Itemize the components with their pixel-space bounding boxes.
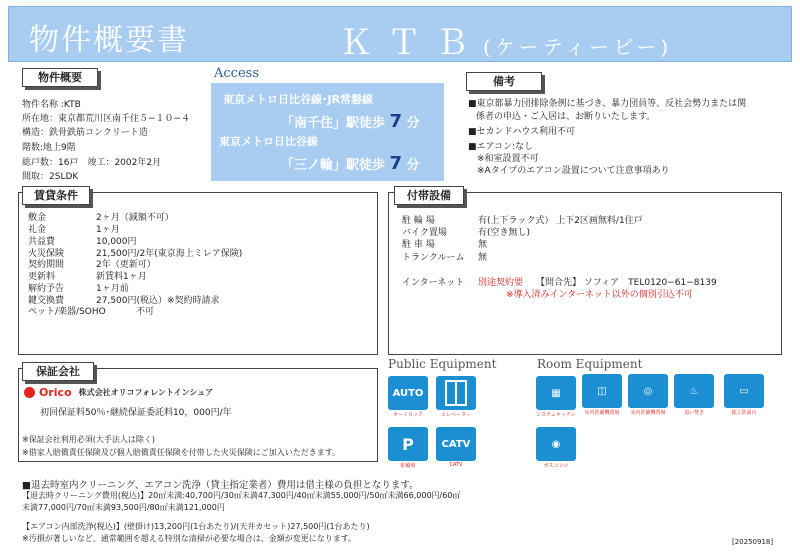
rental-key: 敷金 (28, 213, 47, 223)
catv-icon: CATV (436, 427, 476, 461)
reheat-bath-tile (674, 374, 714, 418)
rental-value: 27,500円(税込）※契約時請求 (96, 296, 220, 306)
remarks-line: ■エアコン:なし (468, 142, 534, 152)
footer-line: ■退去時室内クリーニング、エアコン洗浄（貸主指定業者）費用は借主様の負担となります。 (22, 480, 419, 491)
facility-key: 駐 車 場 (402, 240, 435, 250)
rental-key: 火災保険 (28, 249, 65, 259)
bathtub-icon: ♨ (674, 374, 714, 408)
rental-value: 新賃料1ヶ月 (96, 272, 147, 282)
walk-unit: 分 (406, 158, 420, 173)
overview-title: 物件概要 (22, 68, 98, 87)
access-station-2 (281, 153, 420, 174)
footer-line: 【退去時クリーニング費用(税込)】20㎡未満:40,700円/30㎡未満47,300円/40㎡未満55,000円/50㎡未満66,000円/60㎡ (22, 491, 461, 500)
washing-machine-icon: ◎ (628, 374, 668, 408)
overview-line: 間取：2SLDK (22, 172, 79, 182)
remarks-line: 係者の申込・ご入居は、お断りいたします。 (476, 112, 656, 122)
building-name-kana: (ケーティービー) (483, 35, 673, 59)
internet-note: ※導入済みインターネット以外の個別引込不可 (506, 290, 693, 300)
vanity-tile (724, 374, 764, 418)
gas-stove-caption: ガスコンロ (543, 463, 569, 469)
station-name: 「南千住」駅徒歩 (281, 116, 386, 131)
indoor-washer-caption: 室内洗濯機置場 (630, 410, 666, 416)
rental-value: 不可 (136, 307, 155, 317)
guarantee-title: 保証会社 (22, 362, 94, 381)
overview-line: 総戸数：16戸 竣工：2002年2月 (22, 158, 162, 168)
rental-value: 1ヶ月 (96, 225, 120, 235)
header-banner (8, 6, 792, 62)
footer-line: ※汚損が著しいなど、通常範囲を超える特別な清掃が必要な場合は、金額が変更になります。 (22, 534, 357, 543)
rental-title: 賃貸条件 (22, 186, 90, 205)
system-kitchen-tile (536, 376, 576, 420)
internet-contact: 【問合先】 ソフィア TEL0120−61−8139 (536, 278, 717, 288)
autolock-icon: AUTO (388, 376, 428, 410)
rental-key: ペット/楽器/SOHO (28, 307, 106, 317)
washer-space-tile (582, 374, 622, 418)
guarantee-note: ※保証会社利用必須(大手法人は除く) (22, 435, 155, 444)
building-name (339, 15, 672, 64)
washer-space-caption: 室内洗濯機置場 (584, 410, 620, 416)
rental-key: 契約期間 (28, 260, 65, 270)
walk-unit: 分 (406, 116, 420, 131)
rental-value: 21,500円/2年(東京海上ミレア保険) (96, 249, 243, 259)
document-id: [20250918] (732, 538, 774, 546)
facility-key: バイク置場 (402, 228, 447, 238)
facility-value: 有(空き無し) (478, 228, 531, 238)
footer-line: 未満77,000円/70㎡未満93,500円/80㎡未満121,000円 (22, 503, 225, 512)
facility-value: 無 (478, 240, 488, 250)
walk-minutes: 7 (389, 111, 403, 132)
access-label: Access (214, 66, 259, 81)
internet-value: 別途契約要 (478, 278, 524, 288)
facility-key: 駐 輪 場 (402, 216, 435, 226)
internet-label: インターネット (402, 278, 465, 288)
washer-icon: ◫ (582, 374, 622, 408)
indoor-washer-tile (628, 374, 668, 418)
remarks-line: ■東京都暴力団排除条例に基づき、暴力団員等、反社会勢力または関 (468, 99, 747, 109)
rental-value: 10,000円 (96, 237, 137, 247)
elevator-icon (436, 376, 476, 410)
bicycle-parking-icon: P (388, 427, 428, 461)
overview-line: 物件名称 :KTB (22, 100, 81, 110)
system-kitchen-caption: システムキッチン (536, 412, 576, 418)
facility-value: 無 (478, 253, 488, 263)
remarks-line: ※Aタイプのエアコン設置について注意事項あり (468, 166, 670, 176)
vanity-caption: 独立洗面台 (731, 410, 757, 416)
remarks-line: ※和室設置不可 (468, 154, 539, 164)
walk-minutes: 7 (389, 153, 403, 174)
document-title: 物件概要書 (29, 23, 189, 58)
elevator-caption: エレベーター (440, 412, 471, 418)
bicycle-parking-tile (388, 427, 428, 471)
rental-key: 共益費 (28, 237, 56, 247)
rental-key: 鍵交換費 (28, 296, 65, 306)
gas-stove-tile (536, 427, 576, 471)
overview-line: 所在地：東京都荒川区南千住５−１０−４ (22, 114, 191, 124)
rental-value: 2年（更新可） (96, 260, 156, 270)
room-equipment-label: Room Equipment (537, 357, 643, 371)
vanity-icon: ▭ (724, 374, 764, 408)
elevator-tile (436, 376, 476, 420)
overview-line: 構造：鉄骨鉄筋コンクリート造 (22, 128, 148, 138)
rental-key: 更新料 (28, 272, 56, 282)
public-equipment-label: Public Equipment (388, 357, 497, 371)
rental-box (18, 192, 378, 355)
access-rail-2: 東京メトロ日比谷線 (219, 135, 318, 148)
station-name: 「三ノ輪」駅徒歩 (281, 158, 386, 173)
autolock-tile (388, 376, 428, 420)
orico-corp-name: 株式会社オリコフォレントインシュア (78, 388, 214, 397)
rental-key: 礼金 (28, 225, 47, 235)
gas-stove-icon: ◉ (536, 427, 576, 461)
autolock-caption: オートロック (393, 412, 423, 418)
access-rail-1: 東京メトロ日比谷線･JR常磐線 (223, 93, 374, 106)
reheat-bath-caption: 追い焚き (683, 410, 704, 416)
catv-caption: CATV (449, 462, 463, 468)
facility-value: 有(上下ラック式） 上下2区画無料/1住戸 (478, 216, 643, 226)
footer-line: 【エアコン内部洗浄(税込)】(壁掛け)13,200円(1台あたり)/(天井カセット)27,500円(1台あたり) (22, 522, 370, 531)
overview-line: 階数:地上9階 (22, 143, 76, 153)
bicycle-parking-caption: 駐輪場 (400, 463, 416, 469)
orico-brand: Orico (39, 386, 72, 399)
access-box (211, 83, 444, 181)
guarantee-note: ※借家人賠償責任保険及び個人賠償責任保険を付帯した火災保険にご加入いただきます。 (22, 448, 341, 457)
facilities-title: 付帯設備 (394, 186, 464, 205)
building-name-latin: ＫＴＢ (339, 23, 483, 63)
guarantee-fee: 初回保証料50％･継続保証委託料10，000円/年 (40, 408, 232, 418)
rental-key: 解約予告 (28, 284, 65, 294)
rental-value: 2ヶ月（減額不可） (96, 213, 174, 223)
remarks-title: 備考 (466, 72, 542, 91)
catv-tile (436, 427, 476, 471)
orico-logo-mark (24, 387, 35, 398)
access-station-1 (281, 111, 420, 132)
remarks-line: ■セカンドハウス利用不可 (468, 127, 576, 137)
system-kitchen-icon: ▦ (536, 376, 576, 410)
rental-value: 1ヶ月前 (96, 284, 129, 294)
facility-key: トランクルーム (402, 253, 465, 263)
orico-logo (24, 386, 213, 399)
